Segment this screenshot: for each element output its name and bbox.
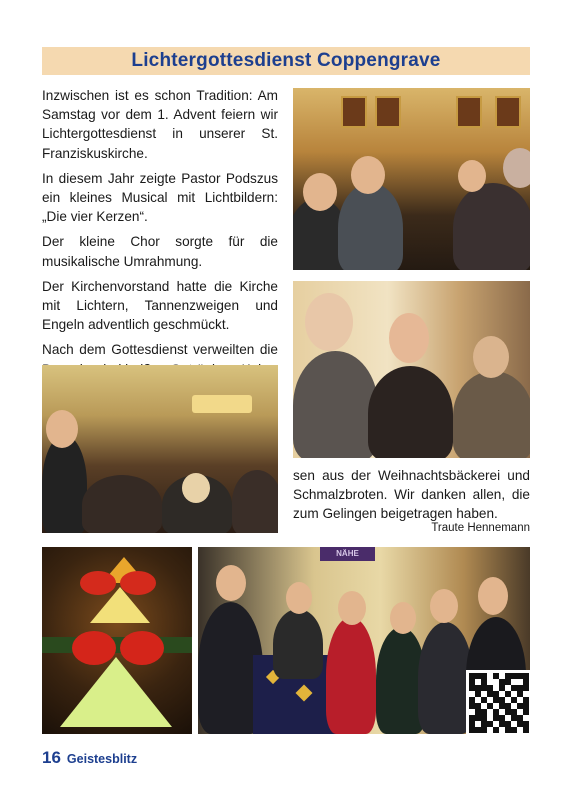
person [453, 183, 530, 270]
author-name: Traute Hennemann [431, 522, 530, 534]
person-head [182, 473, 210, 503]
choir-member [326, 617, 376, 734]
sign-nahe: NÄHE [320, 547, 375, 561]
person-head [305, 293, 353, 351]
lantern-body [60, 657, 172, 727]
article-body [42, 86, 278, 385]
icon-painting [375, 96, 401, 128]
person [368, 366, 453, 458]
icon-painting [341, 96, 367, 128]
photo-angel-lanterns [42, 547, 192, 734]
person-head [430, 589, 458, 623]
person-head [503, 148, 530, 188]
title-band [42, 47, 530, 75]
icon-painting [456, 96, 482, 128]
photo-conversation [293, 281, 530, 458]
photo-church-visitors [293, 88, 530, 270]
publication-name: Geistesblitz [66, 752, 138, 766]
paragraph: sen aus der Weihnachtsbäckerei und Schmalzbroten. Wir danken allen, die zum Gelingen beigetragen haben. [293, 468, 530, 522]
person-head [458, 160, 486, 192]
paragraph: Der kleine Chor sorgte für die musikalische Umrahmung. [42, 234, 278, 269]
person [232, 470, 278, 533]
lights-decoration [192, 395, 252, 413]
paragraph: Nach dem Gottesdienst verweilten die [42, 342, 278, 358]
photo-gathering [42, 365, 278, 533]
lantern-body [90, 587, 150, 623]
page-footer [42, 748, 137, 768]
choir-member [273, 609, 323, 679]
person-head [473, 336, 509, 378]
person [82, 475, 162, 533]
qr-code[interactable] [466, 670, 532, 736]
person-head [351, 156, 385, 194]
person [338, 183, 403, 270]
person [453, 371, 530, 458]
person-head [286, 582, 312, 614]
person-head [46, 410, 78, 448]
person-head [478, 577, 508, 615]
paragraph: In diesem Jahr zeigte Pastor Podszus ein kleines Musical mit Lichtbildern: „Die vier Kerzen“. [42, 170, 278, 225]
person-head [216, 565, 246, 601]
person-head [389, 313, 429, 363]
paragraph: Inzwischen ist es schon Tradition: Am Samstag vor dem 1. Advent feiern wir Lichtergottesdienst in unserer St. Franziskuskirche. [42, 88, 278, 161]
person-head [390, 602, 416, 634]
person [293, 351, 378, 458]
icon-painting [495, 96, 521, 128]
article-continuation [293, 466, 530, 524]
person [42, 435, 87, 533]
fir-branches [42, 637, 192, 653]
page-number: 16 [42, 748, 61, 767]
choir-member [418, 622, 473, 734]
article-title: Lichtergottesdienst Coppengrave [131, 50, 441, 71]
paragraph: Der Kirchenvorstand hatte die Kirche mit Lichtern, Tannenzweigen und Engeln adventlich geschmückt. [42, 278, 278, 333]
person-head [338, 591, 366, 625]
person-head [303, 173, 337, 211]
